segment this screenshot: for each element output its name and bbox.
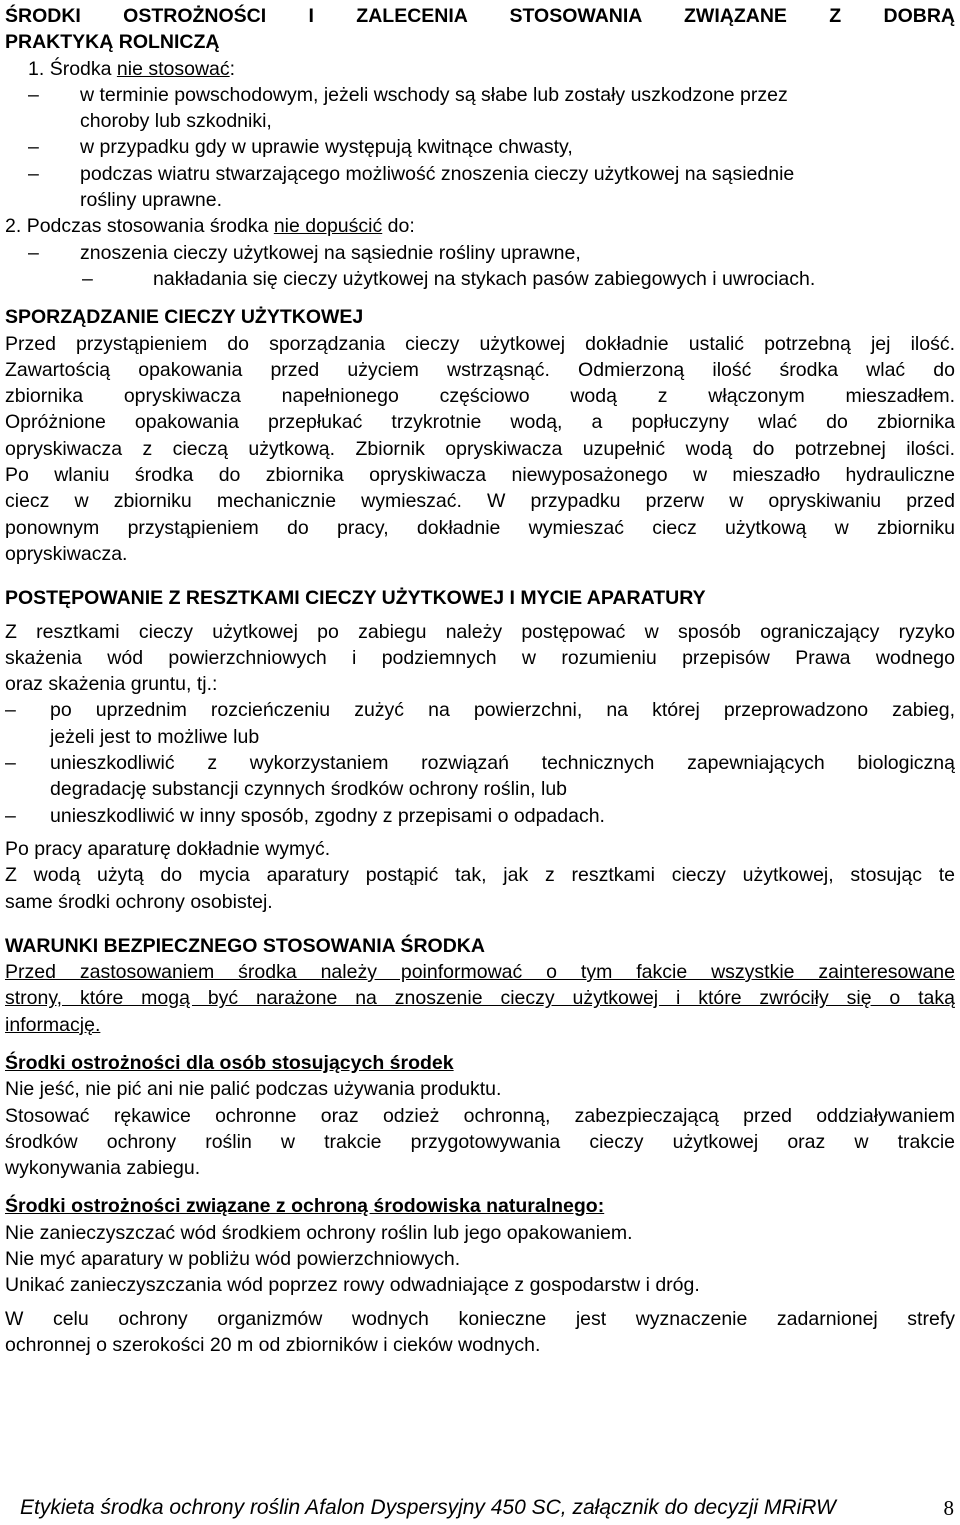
page-number: 8 xyxy=(943,1496,954,1520)
dash-bullet-icon: – xyxy=(28,162,39,185)
section-heading-residues: POSTĘPOWANIE Z RESZTKAMI CIECZY UŻYTKOWEJ I MYCIE APARATURY xyxy=(5,587,706,610)
paragraph: Po pracy aparaturę dokładnie wymyć. xyxy=(5,837,331,860)
underlined-phrase: nie dopuścić xyxy=(273,215,383,238)
document-page xyxy=(5,3,955,1358)
paragraph: Unikać zanieczyszczania wód poprzez rowy odwadniające z gospodarstw i dróg. xyxy=(5,1274,700,1297)
paragraph: W celu ochrony organizmów wodnych konieczne jest wyznaczenie zadarnionej strefy ochronnej o szerokości 20 m od zbiorników i cieków wodnych. xyxy=(5,1307,955,1356)
item-number: 2. xyxy=(5,215,22,238)
section-heading-operator-safety: Środki ostrożności dla osób stosujących środek xyxy=(5,1051,454,1074)
item-number: 1. xyxy=(28,57,45,80)
list-item: – w przypadku gdy w uprawie występują kwitnące chwasty, xyxy=(80,134,955,160)
dash-bullet-icon: – xyxy=(5,699,16,722)
section-heading-safe-use: WARUNKI BEZPIECZNEGO STOSOWANIA ŚRODKA xyxy=(5,934,485,957)
dash-bullet-icon: – xyxy=(28,241,39,264)
list-item: – w terminie powschodowym, jeżeli wschody są słabe lub zostały uszkodzone przez choroby lub szkodniki, xyxy=(28,83,788,133)
paragraph: Nie zanieczyszczać wód środkiem ochrony roślin lub jego opakowaniem. xyxy=(5,1221,633,1244)
section-heading-preparation: SPORZĄDZANIE CIECZY UŻYTKOWEJ xyxy=(5,306,364,329)
preparation-text: Przed przystąpieniem do sporządzania cieczy użytkowej dokładnie ustalić potrzebną jej ilość. Zawartością opakowania przed użyciem wstrząsnąć. Odmierzoną ilość środka wlać do zbiornika opryskiwacza napełnionego częściowo wodą z włączonym mieszadłem. Opróżnione opakowania przepłukać trzykrotnie wodą, a popłuczyny wlać do zbiornika opryskiwacza z cieczą użytkową. Zbiornik opryskiwacza uzupełnić wodą do potrzebnej ilości. Po wlaniu środka do zbiornika opryskiwacza niewyposażonego w mieszadło hydrauliczne ciecz w zbiorniku mechanicznie wymieszać. W przypadku przerw w opryskiwaniu przed ponownym przystąpieniem do pracy, dokładnie wymieszać ciecz użytkową w zbiorniku opryskiwacza. xyxy=(5,332,955,565)
section-heading-environment: Środki ostrożności związane z ochroną środowiska naturalnego: xyxy=(5,1195,605,1218)
list-item: – nakładania się cieczy użytkowej na stykach pasów zabiegowych i uwrociach. xyxy=(153,266,955,292)
dash-bullet-icon: – xyxy=(5,804,16,827)
paragraph: Nie jeść, nie pić ani nie palić podczas używania produktu. xyxy=(5,1078,502,1101)
page-footer xyxy=(20,1495,956,1521)
list-item: – unieszkodliwić z wykorzystaniem rozwiązań technicznych zapewniających biologiczną degradację substancji czynnych środków ochrony roślin, lub xyxy=(5,752,955,801)
numbered-item-2: 2. Podczas stosowania środka nie dopuścić do: xyxy=(5,215,415,238)
safe-use-text: Przed zastosowaniem środka należy poinformować o tym fakcie wszystkie zainteresowane strony, które mogą być narażone na znoszenie cieczy użytkowej i które zwróciły się o taką informację. xyxy=(5,961,955,1036)
dash-bullet-icon: – xyxy=(82,267,93,290)
footer-text: Etykieta środka ochrony roślin Afalon Dyspersyjny 450 SC, załącznik do decyzji MRiRW xyxy=(20,1496,836,1519)
underlined-phrase: nie stosować xyxy=(116,57,230,80)
paragraph: Z wodą użytą do mycia aparatury postąpić tak, jak z resztkami cieczy użytkowej, stosując te same środki ochrony osobistej. xyxy=(5,864,955,913)
list-item: – podczas wiatru stwarzającego możliwość znoszenia cieczy użytkowej na sąsiednie rośliny uprawne. xyxy=(28,162,795,212)
paragraph: Nie myć aparatury w pobliżu wód powierzchniowych. xyxy=(5,1248,461,1271)
dash-bullet-icon: – xyxy=(5,752,16,775)
section-heading-good-practice-line2: PRAKTYKĄ ROLNICZĄ xyxy=(5,31,220,54)
numbered-item-1: 1. Środka nie stosować: xyxy=(28,57,236,80)
section-heading-good-practice: ŚRODKI OSTROŻNOŚCI I ZALECENIA STOSOWANIA ZWIĄZANE Z DOBRĄ xyxy=(5,5,955,27)
list-item: – unieszkodliwić w inny sposób, zgodny z przepisami o odpadach. xyxy=(50,803,955,829)
dash-bullet-icon: – xyxy=(28,83,39,106)
residues-intro: Z resztkami cieczy użytkowej po zabiegu należy postępować w sposób ograniczający ryzyko skażenia wód powierzchniowych i podziemnych w rozumieniu przepisów Prawa wodnego oraz skażenia gruntu, tj.: xyxy=(5,620,955,696)
list-item: – po uprzednim rozcieńczeniu zużyć na powierzchni, na której przeprowadzono zabieg, jeżeli jest to możliwe lub xyxy=(5,699,955,748)
list-item: – znoszenia cieczy użytkowej na sąsiednie rośliny uprawne, xyxy=(80,240,955,266)
paragraph: Stosować rękawice ochronne oraz odzież ochronną, zabezpieczającą przed oddziaływaniem środków ochrony roślin w trakcie przygotowywania cieczy użytkowej oraz w trakcie wykonywania zabiegu. xyxy=(5,1104,955,1180)
dash-bullet-icon: – xyxy=(28,136,39,159)
